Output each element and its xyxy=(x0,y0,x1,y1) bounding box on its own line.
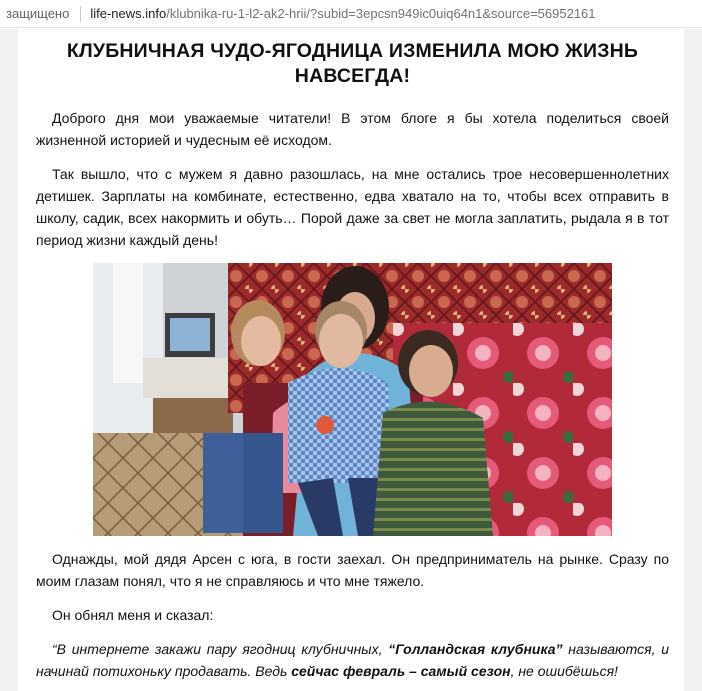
quote-text-3: , не ошибёшься! xyxy=(510,663,618,679)
quote-text-2: называются, и начинай потихоньку продавать. Ведь xyxy=(36,641,670,679)
quote-bold-brand: “Голландская клубника” xyxy=(388,641,563,657)
address-bar[interactable] xyxy=(0,0,702,28)
paragraph-intro: Доброго дня мои уважаемые читатели! В этом блоге я бы хотела поделиться своей жизненной историей и чудесным её исходом. xyxy=(36,110,669,148)
quote-text-1: “В интернете закажи пару ягодниц клубничных, xyxy=(52,641,389,657)
paragraph-quote xyxy=(36,638,669,682)
quote-bold-season: сейчас февраль – самый сезон xyxy=(291,663,511,679)
family-photo xyxy=(93,263,612,536)
article-title: КЛУБНИЧНАЯ ЧУДО-ЯГОДНИЦА ИЗМЕНИЛА МОЮ ЖИЗНЬ НАВСЕГДА! xyxy=(66,40,639,87)
paragraph-hug: Он обнял меня и сказал: xyxy=(52,607,214,623)
photo-container xyxy=(36,263,669,536)
address-divider xyxy=(80,6,81,22)
paragraph-uncle: Однажды, мой дядя Арсен с юга, в гости заехал. Он предприниматель на рынке. Сразу по моим глазам понял, что я не справляюсь и что мне тяжело. xyxy=(36,551,669,589)
paragraph-story: Так вышло, что с мужем я давно разошлась, на мне остались трое несовершеннолетних детишек. Зарплаты на комбинате, естественно, едва хватало на то, чтобы всех отправить в школу, садик, всех накормить и обуть… Порой даже за свет не могла заплатить, рыдала я в тот период жизни каждый день! xyxy=(36,166,669,248)
security-label[interactable]: защищено xyxy=(6,6,70,21)
article xyxy=(18,29,684,691)
family-photo-illustration xyxy=(93,263,612,536)
url-path[interactable]: /klubnika-ru-1-l2-ak2-hrii/?subid=3epcsn949ic0uiq64n1&source=56952161 xyxy=(166,6,596,21)
page-background xyxy=(0,29,702,691)
url-domain[interactable]: life-news.info xyxy=(90,6,167,21)
